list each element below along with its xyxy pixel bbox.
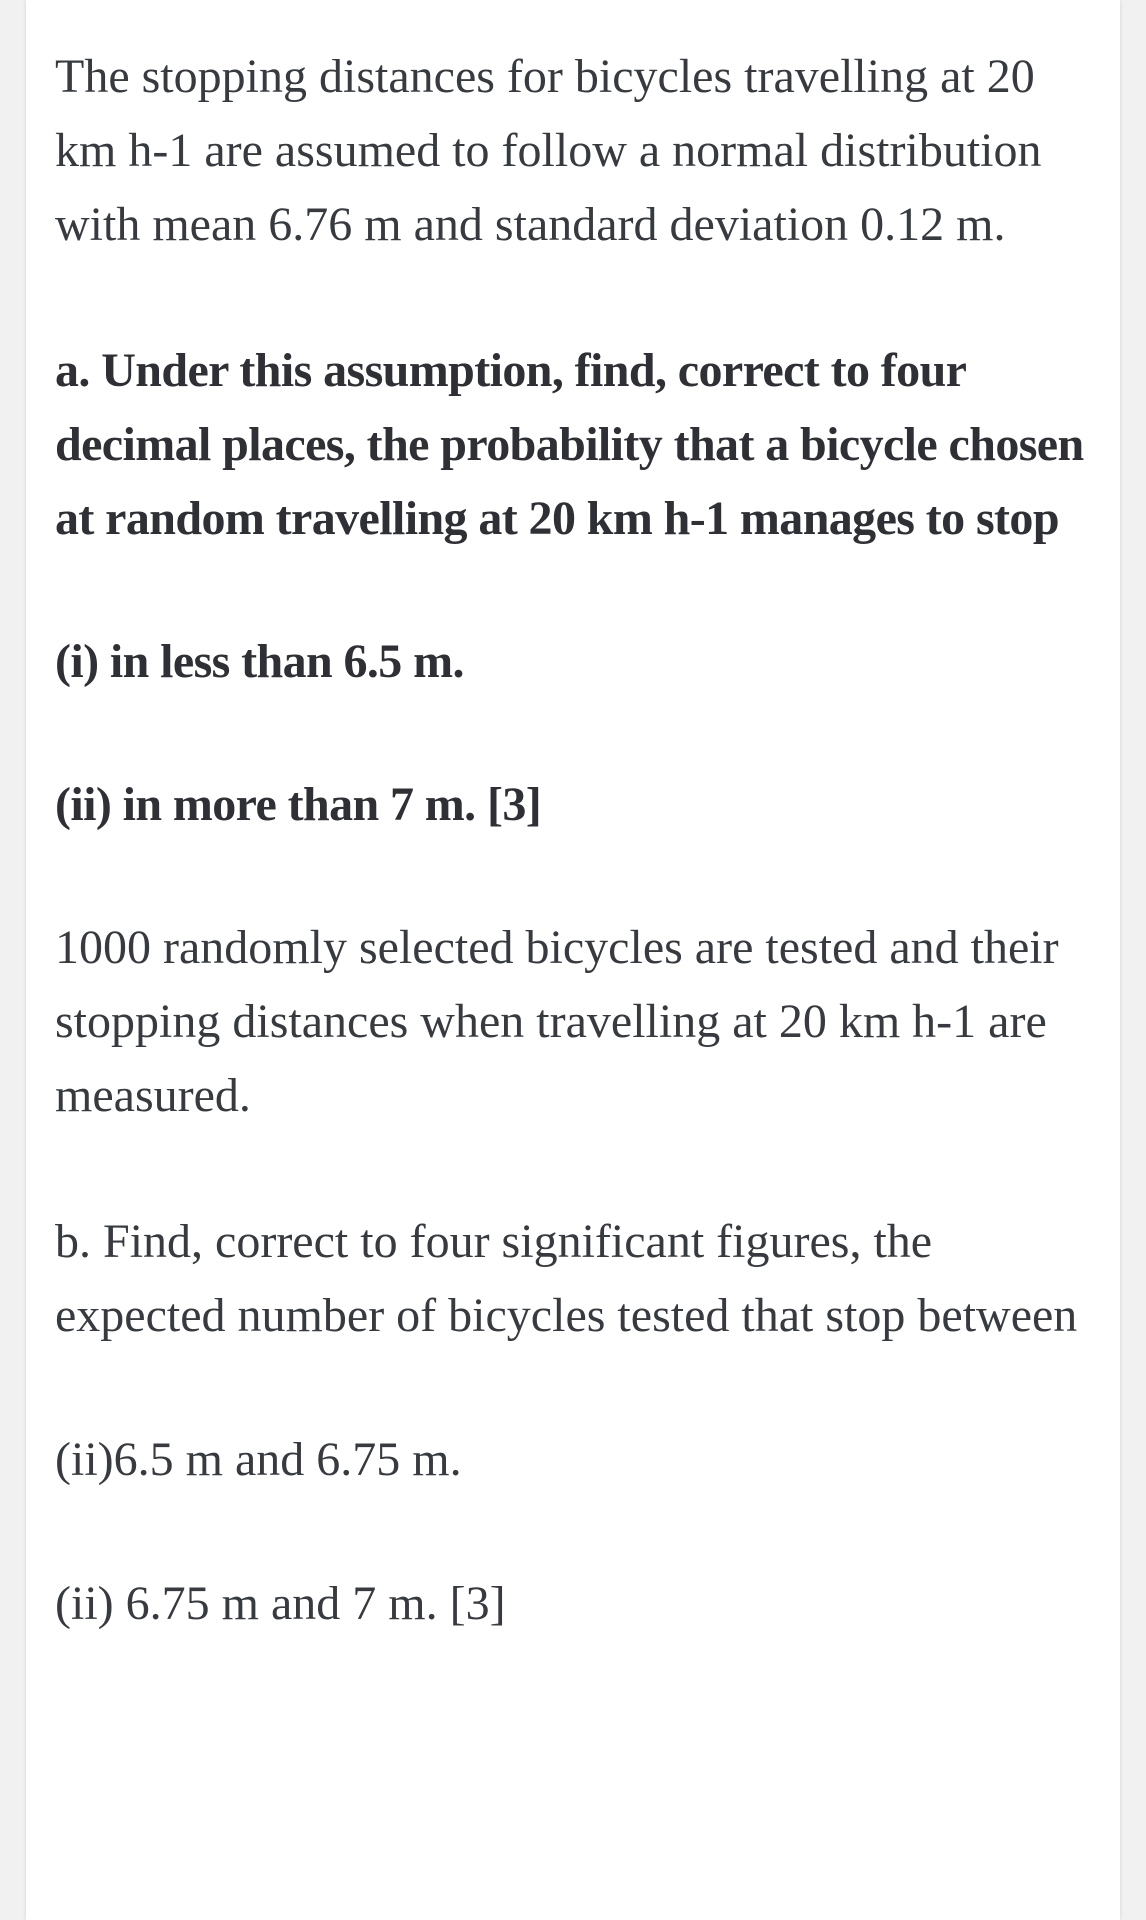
part-a-i: (i) in less than 6.5 m. <box>55 635 464 688</box>
part-b-ii: (ii) 6.75 m and 7 m. [3] <box>55 1577 506 1630</box>
part-b-question: b. Find, correct to four significant figures, the expected number of bicycles tested that stop between <box>55 1215 1078 1342</box>
question-content <box>55 40 1105 1641</box>
part-a-ii: (ii) in more than 7 m. [3] <box>55 778 542 831</box>
part-b-i: (ii)6.5 m and 6.75 m. <box>55 1433 462 1486</box>
context-paragraph: 1000 randomly selected bicycles are tested and their stopping distances when travelling at 20 km h-1 are measured. <box>55 921 1059 1122</box>
intro-paragraph: The stopping distances for bicycles travelling at 20 km h-1 are assumed to follow a normal distribution with mean 6.76 m and standard deviation 0.12 m. <box>55 50 1042 251</box>
part-a-question: a. Under this assumption, find, correct to four decimal places, the probability that a bicycle chosen at random travelling at 20 km h-1 manages to stop <box>55 344 1084 545</box>
document-page <box>26 0 1120 1920</box>
